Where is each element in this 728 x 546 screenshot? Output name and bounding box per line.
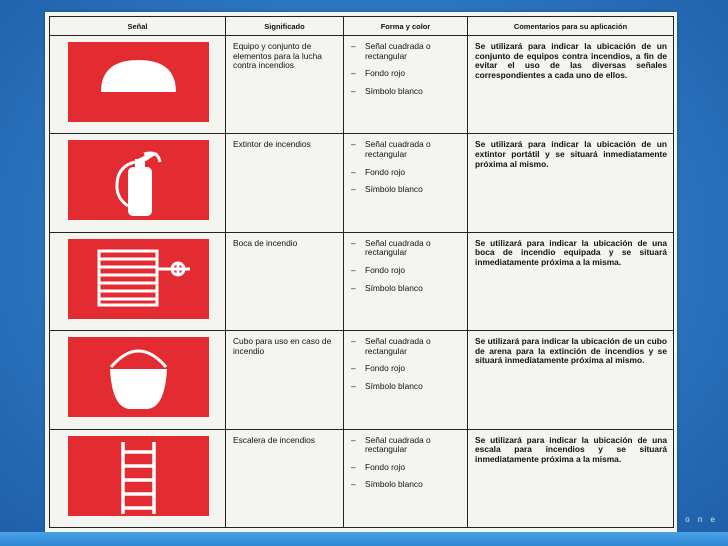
list-item: – Fondo rojo [351,364,461,374]
header-meaning: Significado [226,17,344,36]
header-signal: Señal [50,17,226,36]
list-item: – Símbolo blanco [351,382,461,392]
comment-cell: Se utilizará para indicar la ubicación de un extintor portátil y se situará inmediatamente próxima al mismo. [468,134,674,232]
table-header-row [50,17,674,36]
comment-cell: Se utilizará para indicar la ubicación de una boca de incendio equipada y se situará inmediatamente próxima a la misma. [468,232,674,330]
fire-signs-table [49,16,674,528]
list-item: – Señal cuadrada o rectangular [351,140,461,159]
document-page [45,12,677,532]
fire-hose-sign [68,239,209,319]
comment-cell: Se utilizará para indicar la ubicación de un cubo de arena para la extinción de incendios y se situará inmediatamente próxima al mismo. [468,331,674,429]
table-row [50,232,674,330]
comment-cell: Se utilizará para indicar la ubicación de un conjunto de equipos contra incendios, a fin de evitar el uso de las diversas señales correspondientes a cada uno de ellos. [468,36,674,134]
table-row [50,429,674,527]
fire-hose-icon [68,239,209,319]
table-row [50,134,674,232]
list-item: – Símbolo blanco [351,284,461,294]
meaning-cell: Cubo para uso en caso de incendio [226,331,344,429]
shape-color-list [351,436,461,490]
meaning-cell: Boca de incendio [226,232,344,330]
fire-ladder-icon [68,436,209,516]
list-item: – Símbolo blanco [351,480,461,490]
fire-equipment-icon [68,42,209,122]
list-item: – Señal cuadrada o rectangular [351,42,461,61]
sand-bucket-icon [68,337,209,417]
shape-color-list [351,140,461,194]
table-row [50,36,674,134]
fire-extinguisher-sign [68,140,209,220]
table-row [50,331,674,429]
list-item: – Fondo rojo [351,69,461,79]
list-item: – Fondo rojo [351,168,461,178]
comment-cell: Se utilizará para indicar la ubicación de una escala para incendios y se situará inmediatamente próxima a la misma. [468,429,674,527]
sand-bucket-sign [68,337,209,417]
list-item: – Símbolo blanco [351,185,461,195]
bottom-bar [0,532,728,546]
meaning-cell: Equipo y conjunto de elementos para la lucha contra incendios [226,36,344,134]
list-item: – Fondo rojo [351,266,461,276]
shape-color-list [351,42,461,96]
shape-color-list [351,337,461,391]
fire-extinguisher-icon [68,140,209,220]
list-item: – Señal cuadrada o rectangular [351,436,461,455]
meaning-cell: Extintor de incendios [226,134,344,232]
header-comments: Comentarios para su aplicación [468,17,674,36]
fire-equipment-sign [68,42,209,122]
corner-text: o n e [685,515,718,524]
shape-color-list [351,239,461,293]
list-item: – Fondo rojo [351,463,461,473]
list-item: – Símbolo blanco [351,87,461,97]
meaning-cell: Escalera de incendios [226,429,344,527]
list-item: – Señal cuadrada o rectangular [351,239,461,258]
header-shape-color: Forma y color [344,17,468,36]
fire-ladder-sign [68,436,209,516]
list-item: – Señal cuadrada o rectangular [351,337,461,356]
